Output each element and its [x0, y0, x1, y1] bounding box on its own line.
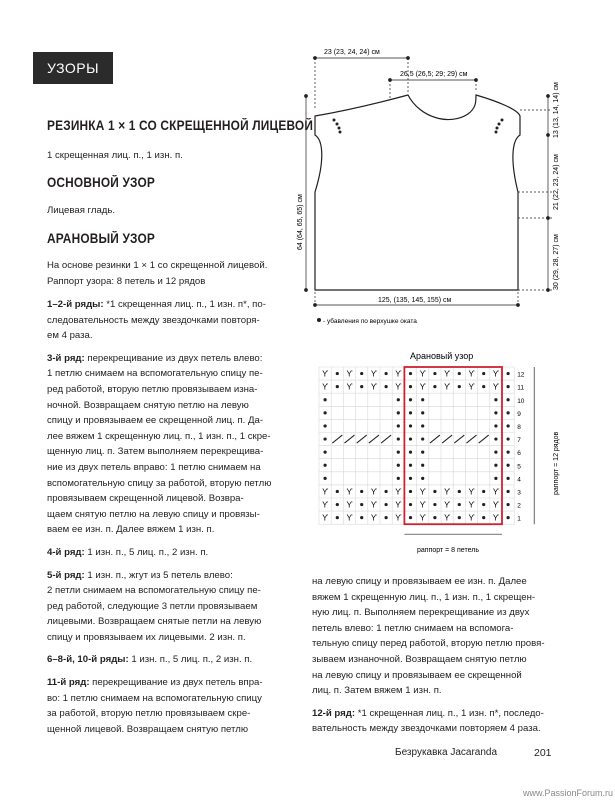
- purl-symbol: [324, 398, 327, 401]
- purl-symbol: [324, 464, 327, 467]
- twisted-knit-symbol: ϒ: [370, 513, 378, 523]
- label-neck-width: 26,5 (26,5; 29; 29) см: [400, 71, 468, 78]
- purl-symbol: [494, 398, 497, 401]
- purl-symbol: [336, 385, 339, 388]
- row-paragraph: [47, 652, 271, 668]
- twisted-knit-symbol: ϒ: [444, 487, 451, 497]
- aran-chart: [305, 345, 575, 555]
- purl-symbol: [494, 424, 497, 427]
- row-line: лиц. п. Затем вяжем 1 изн. п.: [312, 685, 442, 697]
- row-line: лее вяжем 1 скрещенную лиц. п., 1 изн. п., 1 скре-: [47, 430, 271, 442]
- twisted-knit-symbol: ϒ: [346, 369, 353, 379]
- aran-intro: [47, 258, 267, 289]
- row-label: 1–2-й ряды:: [47, 299, 104, 310]
- row-line: тельную спицу перед работой, вторую петлю провя-: [312, 638, 545, 650]
- row-line: ред работой, вторую петлю провязываем изна-: [47, 383, 258, 395]
- purl-symbol: [409, 490, 412, 493]
- twisted-knit-symbol: ϒ: [444, 513, 451, 523]
- purl-symbol: [507, 490, 510, 493]
- purl-symbol: [385, 385, 388, 388]
- footer-title: Безрукавка Jacaranda: [395, 747, 498, 758]
- twisted-knit-symbol: ϒ: [468, 487, 475, 497]
- twisted-knit-symbol: ϒ: [468, 500, 475, 510]
- purl-symbol: [409, 372, 412, 375]
- twisted-knit-symbol: ϒ: [370, 500, 378, 510]
- row-paragraph: [47, 351, 271, 538]
- purl-symbol: [397, 464, 400, 467]
- purl-symbol: [360, 490, 363, 493]
- twisted-knit-symbol: ϒ: [395, 382, 402, 392]
- twisted-knit-symbol: ϒ: [322, 487, 329, 497]
- purl-symbol: [385, 490, 388, 493]
- twisted-knit-symbol: ϒ: [322, 382, 329, 392]
- twisted-knit-symbol: ϒ: [444, 382, 451, 392]
- row-line: лицевыми. Возвращаем снятые петли на левую: [47, 616, 262, 628]
- twisted-knit-symbol: ϒ: [419, 500, 426, 510]
- row-label: 4-й ряд:: [47, 546, 85, 558]
- purl-symbol: [494, 411, 497, 414]
- purl-symbol: [507, 372, 510, 375]
- twisted-knit-symbol: ϒ: [395, 369, 402, 379]
- rib-text: 1 скрещенная лиц. п., 1 изн. п.: [47, 150, 183, 161]
- purl-symbol: [324, 411, 327, 414]
- purl-symbol: [458, 503, 461, 506]
- row-line: за работой, вторую петлю провязываем скре-: [47, 708, 251, 720]
- row-paragraph: [47, 675, 271, 737]
- row-line: вспомогательную спицу за работой, вторую петлю: [47, 477, 272, 489]
- purl-symbol: [507, 516, 510, 519]
- purl-symbol: [409, 385, 412, 388]
- purl-symbol: [409, 398, 412, 401]
- repeat-stitches-label: раппорт = 8 петель: [417, 547, 479, 554]
- purl-symbol: [421, 437, 424, 440]
- row-line: спицу и провязываем их лицевыми. 2 изн. п.: [47, 631, 246, 643]
- purl-symbol: [385, 516, 388, 519]
- row-number: 8: [517, 423, 521, 431]
- purl-symbol: [397, 411, 400, 414]
- twisted-knit-symbol: ϒ: [419, 513, 426, 523]
- purl-symbol: [409, 503, 412, 506]
- twisted-knit-symbol: ϒ: [444, 369, 451, 379]
- row-line: 2 петли снимаем на вспомогательную спицу пе-: [47, 585, 261, 597]
- aran-intro-line: На основе резинки 1 × 1 со скрещенной лицевой.: [47, 260, 268, 271]
- row-line: 5-й ряд: 1 изн. п., жгут из 5 петель влево:: [47, 569, 233, 581]
- chart-title: Арановый узор: [410, 351, 474, 361]
- twisted-knit-symbol: ϒ: [346, 500, 353, 510]
- purl-symbol: [494, 477, 497, 480]
- row-line: 11-й ряд: перекрещивание из двух петель впра-: [47, 677, 263, 689]
- row-line: вательность между звездочками повторяем 4 раза.: [312, 723, 541, 735]
- row-line: на левую спицу и провязываем ее изн. п. Далее: [312, 576, 527, 587]
- row-line: 12-й ряд: *1 скрещенная лиц. п., 1 изн. п*, последо-: [312, 707, 544, 719]
- row-label: 12-й ряд:: [312, 707, 356, 719]
- row-line: ваем ее изн. п. Далее вяжем 1 изн. п.: [47, 524, 215, 536]
- purl-symbol: [433, 503, 436, 506]
- row-number: 10: [517, 397, 525, 405]
- aran-intro-line: Раппорт узора: 8 петель и 12 рядов: [47, 275, 206, 287]
- purl-symbol: [409, 516, 412, 519]
- twisted-knit-symbol: ϒ: [322, 369, 329, 379]
- label-top-width: 23 (23, 24, 24) см: [324, 49, 380, 56]
- twisted-knit-symbol: ϒ: [492, 500, 500, 510]
- row-line: следовательность между звездочками повторя-: [47, 314, 260, 326]
- purl-symbol: [494, 437, 497, 440]
- row-line: ную лиц. п. Выполняем перекрещивание из двух: [312, 607, 530, 619]
- purl-symbol: [397, 451, 400, 454]
- purl-symbol: [421, 424, 424, 427]
- row-line: щенную лиц. п. Затем выполняем перекрещива-: [47, 446, 264, 458]
- twisted-knit-symbol: ϒ: [468, 513, 475, 523]
- purl-symbol: [324, 451, 327, 454]
- row-line: ние из двух петель вправо: 1 петлю снимаем на: [47, 461, 261, 473]
- row-label: 11-й ряд:: [47, 677, 90, 689]
- row-number: 11: [517, 384, 524, 392]
- purl-symbol: [336, 516, 339, 519]
- twisted-knit-symbol: ϒ: [346, 382, 353, 392]
- purl-symbol: [482, 503, 485, 506]
- purl-symbol: [397, 437, 400, 440]
- purl-symbol: [360, 372, 363, 375]
- row-line: петель влево: 1 петлю снимаем на вспомога-: [312, 622, 514, 634]
- schematic-legend: - убавления по верхушке оката: [323, 318, 417, 325]
- row-line: ем 4 раза.: [47, 330, 93, 342]
- twisted-knit-symbol: ϒ: [419, 382, 426, 392]
- row-paragraph: [312, 574, 545, 699]
- row-instructions-left: [47, 297, 271, 744]
- row-paragraph: [47, 568, 271, 646]
- row-line: 1–2-й ряды: *1 скрещенная лиц. п., 1 изн. п*, по-: [47, 299, 266, 310]
- purl-symbol: [482, 372, 485, 375]
- twisted-knit-symbol: ϒ: [492, 382, 500, 392]
- twisted-knit-symbol: ϒ: [322, 500, 329, 510]
- purl-symbol: [494, 464, 497, 467]
- twisted-knit-symbol: ϒ: [444, 500, 451, 510]
- page-number: 201: [534, 747, 552, 759]
- heading-main: ОСНОВНОЙ УЗОР: [47, 175, 156, 190]
- purl-symbol: [458, 372, 461, 375]
- purl-symbol: [409, 424, 412, 427]
- heading-rib: РЕЗИНКА 1 × 1 СО СКРЕЩЕННОЙ ЛИЦЕВОЙ: [47, 118, 314, 133]
- purl-symbol: [421, 464, 424, 467]
- twisted-knit-symbol: ϒ: [395, 487, 402, 497]
- purl-symbol: [507, 503, 510, 506]
- twisted-knit-symbol: ϒ: [395, 500, 402, 510]
- label-total-height: 64 (64, 65, 65) см: [297, 194, 304, 250]
- twisted-knit-symbol: ϒ: [322, 513, 329, 523]
- purl-symbol: [507, 411, 510, 414]
- twisted-knit-symbol: ϒ: [346, 513, 353, 523]
- row-line: ред работой, следующие 3 петли провязываем: [47, 600, 258, 612]
- purl-symbol: [421, 411, 424, 414]
- twisted-knit-symbol: ϒ: [468, 369, 475, 379]
- purl-symbol: [385, 503, 388, 506]
- purl-symbol: [482, 516, 485, 519]
- main-text: Лицевая гладь.: [47, 205, 116, 216]
- purl-symbol: [507, 385, 510, 388]
- twisted-knit-symbol: ϒ: [492, 513, 500, 523]
- row-label: 5-й ряд:: [47, 569, 85, 581]
- twisted-knit-symbol: ϒ: [419, 487, 426, 497]
- garment-schematic: [290, 40, 590, 330]
- row-line: 6–8-й, 10-й ряды: 1 изн. п., 5 лиц. п., 2 изн. п.: [47, 654, 253, 666]
- purl-symbol: [360, 385, 363, 388]
- row-line: вяжем 1 скрещенную лиц. п., 1 изн. п., 1 скрещен-: [312, 591, 536, 603]
- purl-symbol: [458, 516, 461, 519]
- section-tag: УЗОРЫ: [33, 52, 113, 84]
- twisted-knit-symbol: ϒ: [492, 369, 500, 379]
- row-number: 2: [517, 502, 521, 510]
- purl-symbol: [507, 398, 510, 401]
- row-label: 6–8-й, 10-й ряды:: [47, 654, 129, 666]
- label-shoulder: 13 (13, 14, 14) см: [553, 82, 560, 138]
- twisted-knit-symbol: ϒ: [395, 513, 402, 523]
- label-armhole: 21 (22, 23, 24) см: [553, 154, 560, 210]
- garment-outline: [315, 95, 520, 290]
- purl-symbol: [507, 437, 510, 440]
- purl-symbol: [433, 372, 436, 375]
- purl-symbol: [433, 516, 436, 519]
- purl-symbol: [421, 398, 424, 401]
- row-line: 4-й ряд: 1 изн. п., 5 лиц. п., 2 изн. п.: [47, 546, 209, 558]
- twisted-knit-symbol: ϒ: [346, 487, 353, 497]
- twisted-knit-symbol: ϒ: [419, 369, 426, 379]
- row-line: во: 1 петлю снимаем на вспомогательную спицу: [47, 692, 262, 704]
- row-paragraph: [47, 297, 271, 344]
- purl-symbol: [409, 451, 412, 454]
- twisted-knit-symbol: ϒ: [370, 487, 378, 497]
- purl-symbol: [421, 451, 424, 454]
- purl-symbol: [507, 424, 510, 427]
- row-number: 4: [517, 476, 521, 484]
- purl-symbol: [324, 424, 327, 427]
- purl-symbol: [360, 503, 363, 506]
- purl-symbol: [409, 464, 412, 467]
- purl-symbol: [409, 477, 412, 480]
- row-number: 6: [517, 450, 521, 458]
- watermark: www.PassionForum.ru: [522, 788, 613, 798]
- row-instructions-right: [312, 574, 545, 744]
- row-paragraph: [312, 706, 545, 737]
- twisted-knit-symbol: ϒ: [468, 382, 475, 392]
- purl-symbol: [397, 398, 400, 401]
- row-line: щаем снятую петлю на левую спицу и провязы-: [47, 508, 260, 520]
- row-number: 7: [517, 437, 521, 445]
- purl-symbol: [494, 451, 497, 454]
- purl-symbol: [397, 424, 400, 427]
- purl-symbol: [507, 477, 510, 480]
- row-line: 1 петлю снимаем на вспомогательную спицу пе-: [47, 368, 263, 380]
- purl-symbol: [507, 464, 510, 467]
- row-line: на левую спицу и провязываем ее скрещенной: [312, 669, 522, 681]
- row-number: 9: [517, 410, 521, 418]
- row-line: щенной лицевой. Возвращаем снятую петлю: [47, 723, 249, 735]
- purl-symbol: [507, 451, 510, 454]
- label-bottom-width: 125, (135, 145, 155) см: [378, 297, 452, 304]
- row-number: 3: [517, 489, 521, 497]
- label-lower: 30 (29, 28, 27) см: [553, 234, 560, 290]
- purl-symbol: [336, 372, 339, 375]
- row-number: 1: [517, 515, 521, 523]
- row-line: спицу и провязываем ее скрещенной лиц. п. Да-: [47, 415, 264, 427]
- heading-aran: АРАНОВЫЙ УЗОР: [47, 231, 156, 246]
- purl-symbol: [482, 385, 485, 388]
- row-paragraph: [47, 545, 271, 561]
- row-number: 12: [517, 371, 525, 379]
- purl-symbol: [458, 385, 461, 388]
- row-line: зываем изнаночной. Возвращаем снятую петлю: [312, 653, 527, 665]
- purl-symbol: [336, 490, 339, 493]
- purl-symbol: [324, 477, 327, 480]
- twisted-knit-symbol: ϒ: [370, 382, 378, 392]
- purl-symbol: [397, 477, 400, 480]
- purl-symbol: [409, 437, 412, 440]
- twisted-knit-symbol: ϒ: [370, 369, 378, 379]
- purl-symbol: [482, 490, 485, 493]
- purl-symbol: [360, 516, 363, 519]
- row-number: 5: [517, 463, 521, 471]
- purl-symbol: [421, 477, 424, 480]
- repeat-rows-label: раппорт = 12 рядов: [553, 431, 560, 495]
- purl-symbol: [433, 385, 436, 388]
- row-line: ночной. Возвращаем снятую петлю на левую: [47, 399, 249, 411]
- decrease-markers: [333, 119, 504, 134]
- row-line: 3-й ряд: перекрещивание из двух петель влево:: [47, 352, 263, 364]
- purl-symbol: [324, 437, 327, 440]
- purl-symbol: [409, 411, 412, 414]
- purl-symbol: [385, 372, 388, 375]
- row-label: 3-й ряд:: [47, 352, 85, 364]
- purl-symbol: [458, 490, 461, 493]
- purl-symbol: [336, 503, 339, 506]
- purl-symbol: [433, 490, 436, 493]
- twisted-knit-symbol: ϒ: [492, 487, 500, 497]
- row-line: провязываем скрещенной лицевой. Возвра-: [47, 493, 244, 505]
